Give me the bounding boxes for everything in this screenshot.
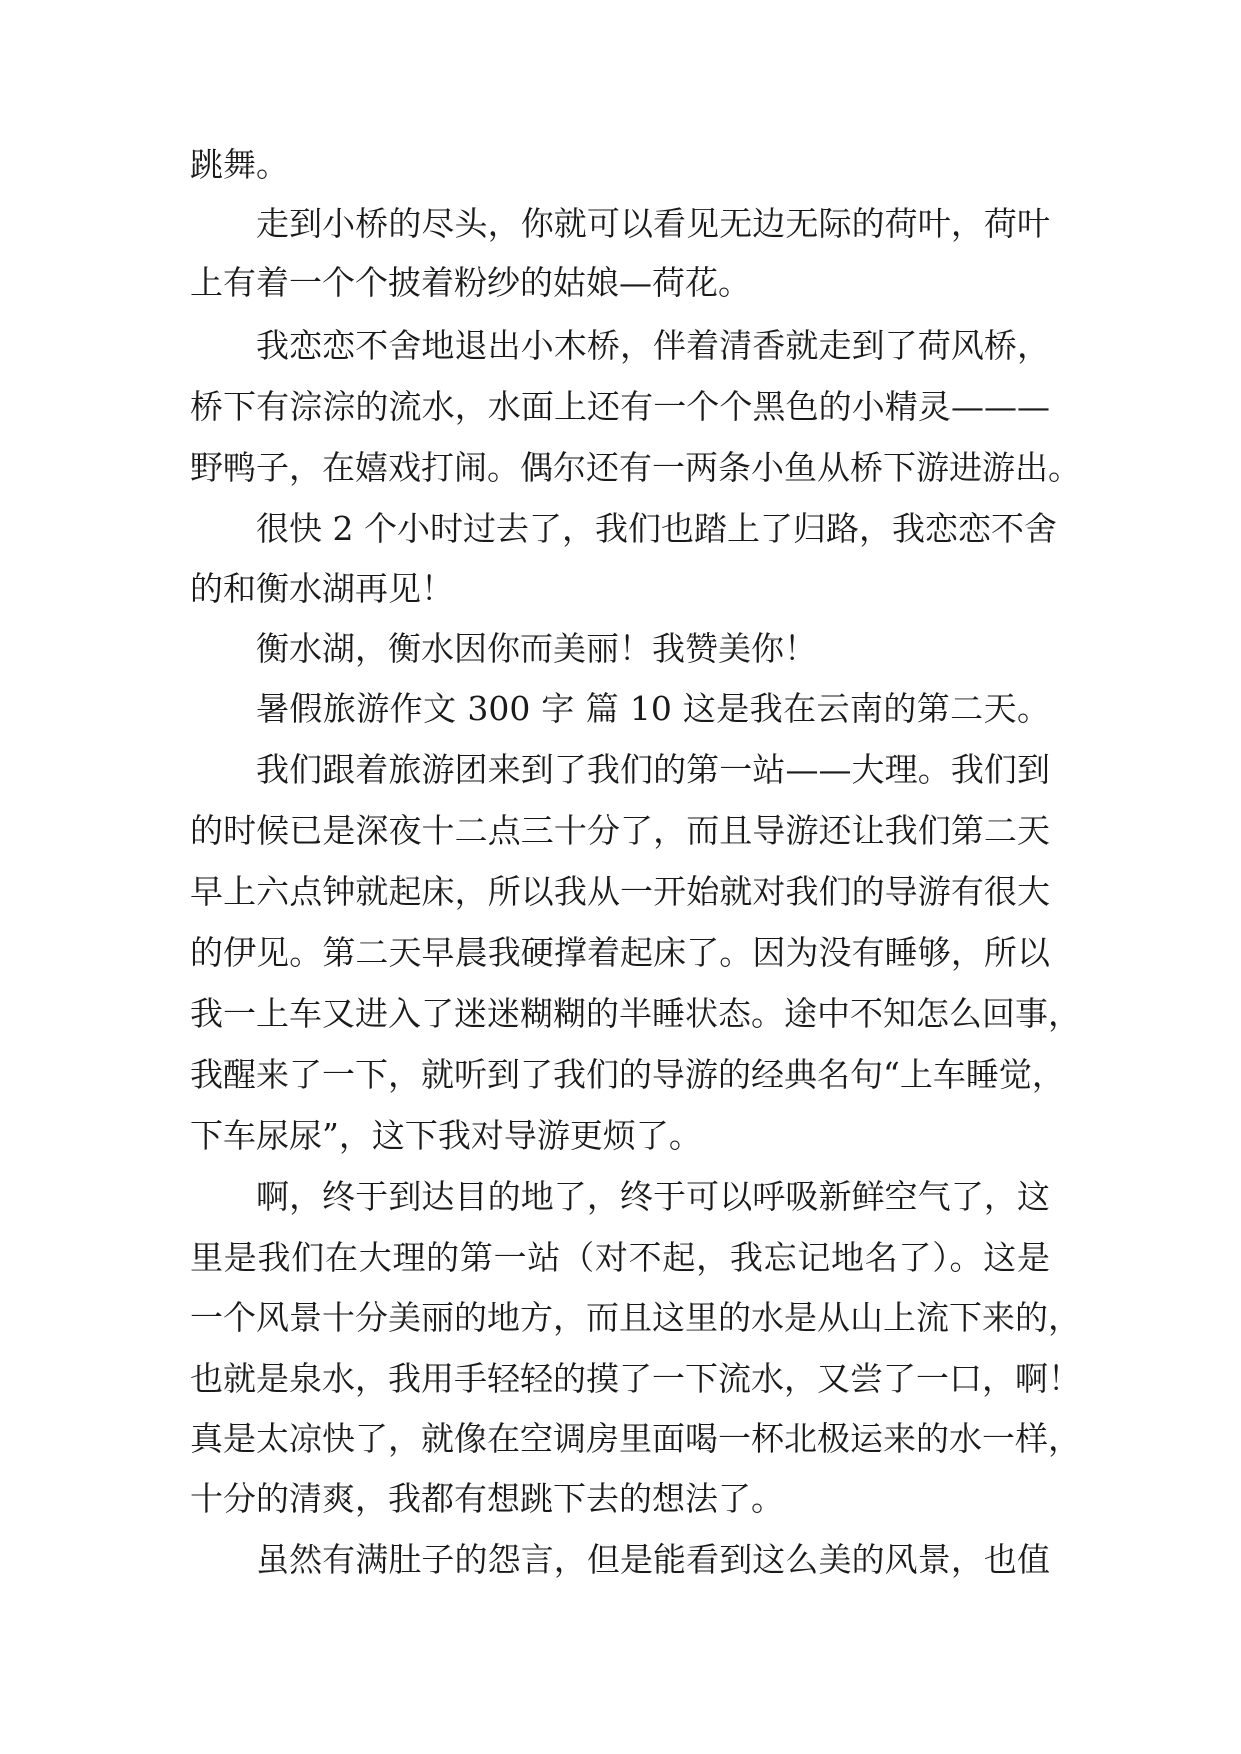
- text-line: 我一上车又进入了迷迷糊糊的半睡状态。途中不知怎么回事，: [190, 994, 1081, 1033]
- text-line: 野鸭子，在嬉戏打闹。偶尔还有一两条小鱼从桥下游进游出。: [190, 448, 1081, 487]
- text-line: 早上六点钟就起床，所以我从一开始就对我们的导游有很大: [190, 872, 1050, 911]
- text-line: 走到小桥的尽头，你就可以看见无边无际的荷叶，荷叶: [256, 204, 1050, 243]
- text-line: 衡水湖，衡水因你而美丽！我赞美你！: [256, 629, 817, 668]
- text-line: 里是我们在大理的第一站（对不起，我忘记地名了）。这是: [190, 1238, 1050, 1277]
- text-line: 跳舞。: [190, 145, 289, 184]
- text-line: 的时候已是深夜十二点三十分了，而且导游还让我们第二天: [190, 811, 1050, 850]
- text-line: 我醒来了一下，就听到了我们的导游的经典名句“上车睡觉，: [190, 1055, 1065, 1094]
- text-line: 暑假旅游作文 300 字 篇 10 这是我在云南的第二天。: [256, 689, 1050, 728]
- text-line: 虽然有满肚子的怨言，但是能看到这么美的风景，也值: [256, 1540, 1050, 1579]
- text-line: 我恋恋不舍地退出小木桥，伴着清香就走到了荷风桥，: [256, 326, 1050, 365]
- text-line: 啊，终于到达目的地了，终于可以呼吸新鲜空气了，这: [256, 1177, 1050, 1216]
- text-line: 上有着一个个披着粉纱的姑娘—荷花。: [190, 263, 751, 302]
- text-line: 十分的清爽，我都有想跳下去的想法了。: [190, 1479, 784, 1518]
- text-line: 我们跟着旅游团来到了我们的第一站——大理。我们到: [256, 750, 1050, 789]
- text-line: 的和衡水湖再见！: [190, 569, 454, 608]
- text-line: 的伊见。第二天早晨我硬撑着起床了。因为没有睡够，所以: [190, 933, 1050, 972]
- text-line: 也就是泉水，我用手轻轻的摸了一下流水，又尝了一口，啊！: [190, 1359, 1081, 1398]
- text-line: 下车尿尿”，这下我对导游更烦了。: [190, 1116, 702, 1155]
- text-line: 一个风景十分美丽的地方，而且这里的水是从山上流下来的，: [190, 1298, 1081, 1337]
- text-line: 桥下有淙淙的流水，水面上还有一个个黑色的小精灵———: [190, 387, 1050, 426]
- text-line: 真是太凉快了，就像在空调房里面喝一杯北极运来的水一样，: [190, 1419, 1081, 1458]
- text-line: 很快 2 个小时过去了，我们也踏上了归路，我恋恋不舍: [256, 509, 1057, 548]
